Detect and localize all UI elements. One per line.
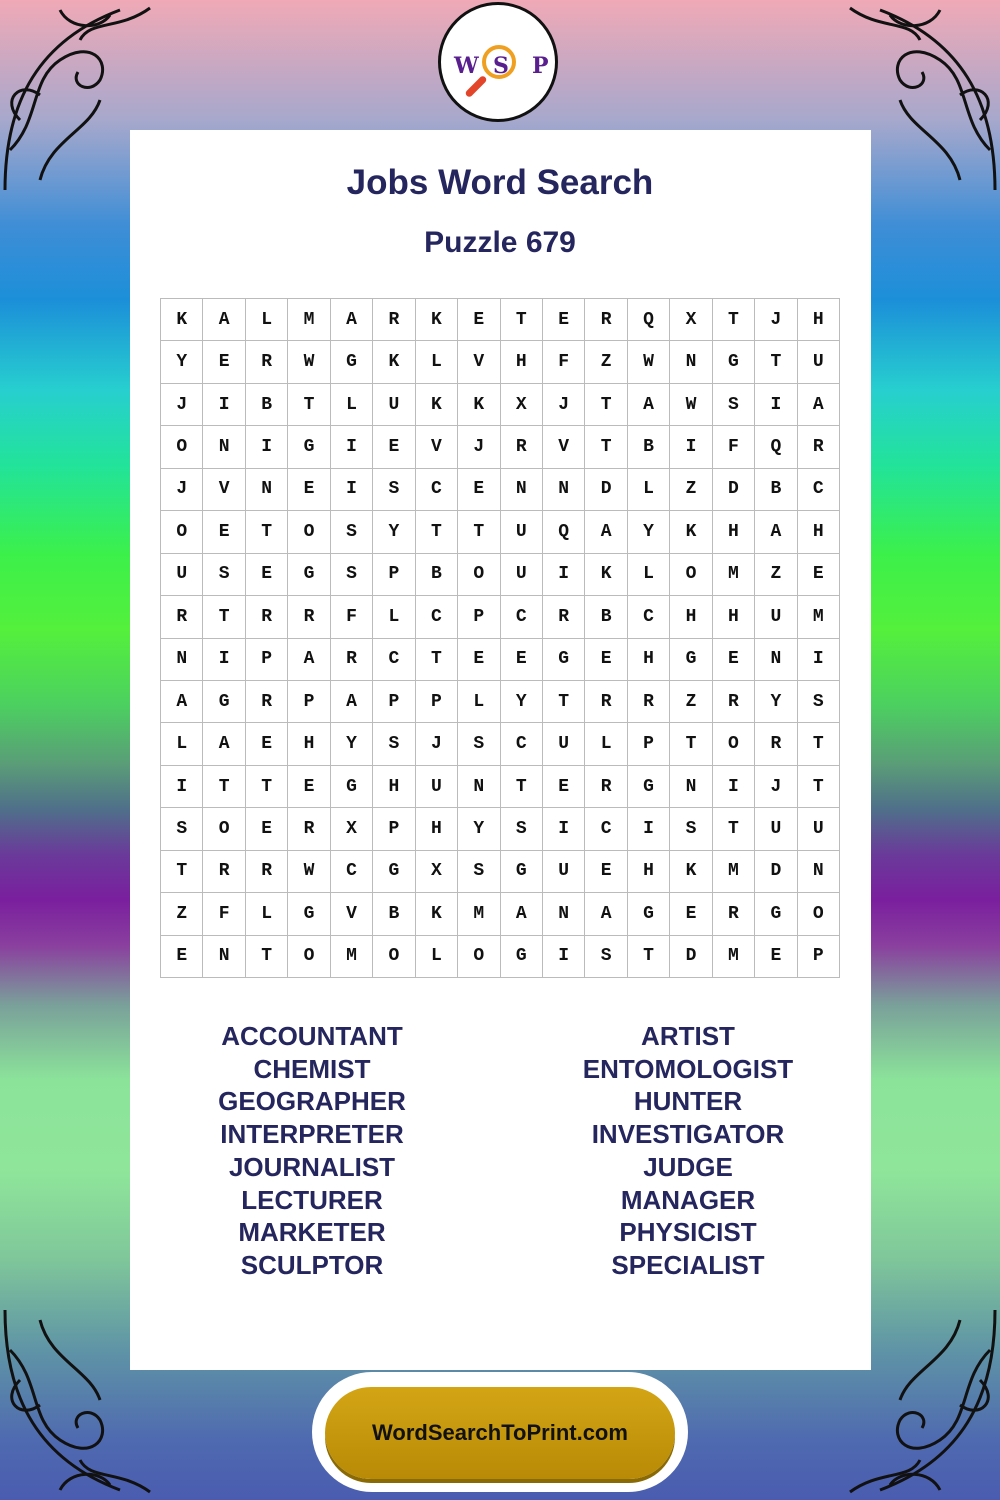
wsp-logo[interactable]	[438, 2, 558, 122]
grid-cell[interactable]: Y	[628, 511, 670, 553]
grid-cell[interactable]: O	[713, 723, 755, 765]
grid-cell[interactable]: E	[458, 639, 500, 681]
grid-cell[interactable]: R	[246, 341, 288, 383]
grid-cell[interactable]: K	[416, 384, 458, 426]
grid-cell[interactable]: E	[161, 936, 203, 978]
grid-cell[interactable]: U	[755, 808, 797, 850]
grid-cell[interactable]: S	[458, 851, 500, 893]
grid-cell[interactable]: H	[501, 341, 543, 383]
grid-cell[interactable]: W	[288, 341, 330, 383]
grid-cell[interactable]: T	[713, 299, 755, 341]
grid-cell[interactable]: M	[331, 936, 373, 978]
grid-cell[interactable]: N	[458, 766, 500, 808]
word-list-item: HUNTER	[633, 1086, 743, 1117]
grid-cell[interactable]: I	[755, 384, 797, 426]
grid-cell[interactable]: E	[203, 511, 245, 553]
word-list-item: ARTIST	[641, 1021, 735, 1051]
grid-cell[interactable]: L	[416, 936, 458, 978]
grid-cell[interactable]: N	[670, 766, 712, 808]
grid-cell[interactable]: L	[628, 554, 670, 596]
logo-letter-s: S	[493, 53, 509, 79]
grid-cell[interactable]: G	[288, 893, 330, 935]
grid-cell[interactable]: Z	[670, 681, 712, 723]
grid-cell[interactable]: R	[246, 851, 288, 893]
grid-cell[interactable]: U	[755, 596, 797, 638]
grid-cell[interactable]: P	[416, 681, 458, 723]
grid-cell[interactable]: H	[628, 851, 670, 893]
grid-cell[interactable]: E	[288, 766, 330, 808]
grid-cell[interactable]: U	[798, 808, 840, 850]
grid-cell[interactable]: A	[331, 299, 373, 341]
grid-cell[interactable]: J	[755, 766, 797, 808]
grid-cell[interactable]: E	[585, 851, 627, 893]
grid-cell[interactable]: T	[416, 511, 458, 553]
grid-cell[interactable]: J	[161, 469, 203, 511]
grid-cell[interactable]: H	[628, 639, 670, 681]
grid-cell[interactable]: S	[331, 511, 373, 553]
grid-cell[interactable]: T	[543, 681, 585, 723]
grid-cell[interactable]: S	[331, 554, 373, 596]
grid-cell[interactable]: E	[585, 639, 627, 681]
word-list-right	[538, 1020, 838, 1282]
grid-cell[interactable]: U	[161, 554, 203, 596]
grid-cell[interactable]: C	[628, 596, 670, 638]
grid-cell[interactable]: P	[373, 681, 415, 723]
grid-cell[interactable]: T	[416, 639, 458, 681]
letter-grid[interactable]	[160, 298, 840, 978]
grid-cell[interactable]: R	[203, 851, 245, 893]
grid-cell[interactable]: N	[755, 639, 797, 681]
grid-cell[interactable]: S	[670, 808, 712, 850]
grid-cell[interactable]: I	[203, 639, 245, 681]
grid-cell[interactable]: M	[713, 554, 755, 596]
grid-cell[interactable]: R	[331, 639, 373, 681]
grid-cell[interactable]: U	[501, 554, 543, 596]
grid-cell[interactable]: R	[628, 681, 670, 723]
grid-cell[interactable]: H	[798, 511, 840, 553]
grid-cell[interactable]: M	[798, 596, 840, 638]
grid-cell[interactable]: Q	[628, 299, 670, 341]
grid-cell[interactable]: I	[543, 554, 585, 596]
grid-cell[interactable]: H	[416, 808, 458, 850]
grid-cell[interactable]: R	[713, 893, 755, 935]
grid-cell[interactable]: L	[161, 723, 203, 765]
grid-cell[interactable]: I	[331, 469, 373, 511]
grid-cell[interactable]: R	[246, 596, 288, 638]
grid-cell[interactable]: E	[755, 936, 797, 978]
grid-cell[interactable]: Q	[543, 511, 585, 553]
grid-cell[interactable]: O	[161, 426, 203, 468]
grid-cell[interactable]: N	[543, 893, 585, 935]
grid-cell[interactable]: P	[373, 554, 415, 596]
grid-cell[interactable]: J	[416, 723, 458, 765]
word-list-item: MANAGER	[620, 1184, 756, 1215]
grid-cell[interactable]: Z	[161, 893, 203, 935]
grid-cell[interactable]: T	[458, 511, 500, 553]
grid-cell[interactable]: I	[161, 766, 203, 808]
grid-cell[interactable]: D	[670, 936, 712, 978]
grid-cell[interactable]: X	[501, 384, 543, 426]
grid-cell[interactable]: S	[798, 681, 840, 723]
grid-cell[interactable]: H	[798, 299, 840, 341]
grid-cell[interactable]: J	[755, 299, 797, 341]
grid-cell[interactable]: D	[713, 469, 755, 511]
grid-cell[interactable]: U	[798, 341, 840, 383]
grid-cell[interactable]: O	[288, 511, 330, 553]
grid-cell[interactable]: Y	[331, 723, 373, 765]
grid-cell[interactable]: T	[246, 511, 288, 553]
grid-cell[interactable]: R	[585, 681, 627, 723]
grid-cell[interactable]: G	[331, 341, 373, 383]
grid-cell[interactable]: A	[755, 511, 797, 553]
grid-cell[interactable]: B	[628, 426, 670, 468]
grid-cell[interactable]: K	[670, 851, 712, 893]
grid-cell[interactable]: K	[670, 511, 712, 553]
grid-cell[interactable]: T	[288, 384, 330, 426]
grid-cell[interactable]: E	[543, 299, 585, 341]
grid-cell[interactable]: R	[161, 596, 203, 638]
grid-cell[interactable]: E	[373, 426, 415, 468]
grid-cell[interactable]: A	[331, 681, 373, 723]
grid-cell[interactable]: G	[628, 893, 670, 935]
grid-cell[interactable]: A	[203, 723, 245, 765]
word-list-item: JUDGE	[643, 1151, 733, 1182]
grid-cell[interactable]: E	[713, 639, 755, 681]
grid-cell[interactable]: G	[501, 936, 543, 978]
puzzle-number: Puzzle 679	[424, 226, 576, 259]
grid-cell[interactable]: T	[628, 936, 670, 978]
grid-cell[interactable]: L	[458, 681, 500, 723]
grid-cell[interactable]: M	[713, 936, 755, 978]
grid-cell[interactable]: G	[670, 639, 712, 681]
grid-cell[interactable]: B	[585, 596, 627, 638]
grid-cell[interactable]: K	[585, 554, 627, 596]
word-list-item: JOURNALIST	[228, 1151, 396, 1182]
grid-cell[interactable]: E	[670, 893, 712, 935]
grid-cell[interactable]: T	[755, 341, 797, 383]
grid-cell[interactable]: K	[161, 299, 203, 341]
grid-cell[interactable]: A	[628, 384, 670, 426]
grid-cell[interactable]: I	[713, 766, 755, 808]
grid-cell[interactable]: T	[798, 766, 840, 808]
grid-cell[interactable]: E	[798, 554, 840, 596]
grid-cell[interactable]: R	[543, 596, 585, 638]
grid-cell[interactable]: I	[203, 384, 245, 426]
grid-cell[interactable]: P	[246, 639, 288, 681]
grid-cell[interactable]: B	[755, 469, 797, 511]
grid-cell[interactable]: C	[373, 639, 415, 681]
grid-cell[interactable]: B	[246, 384, 288, 426]
grid-cell[interactable]: N	[798, 851, 840, 893]
grid-cell[interactable]: V	[458, 341, 500, 383]
word-list-item: INTERPRETER	[220, 1119, 404, 1150]
grid-cell[interactable]: I	[670, 426, 712, 468]
grid-cell[interactable]: S	[501, 808, 543, 850]
grid-cell[interactable]: X	[670, 299, 712, 341]
website-link-button[interactable]: WordSearchToPrint.com	[325, 1387, 675, 1479]
grid-cell[interactable]: R	[288, 596, 330, 638]
grid-cell[interactable]: O	[373, 936, 415, 978]
grid-cell[interactable]: F	[203, 893, 245, 935]
grid-cell[interactable]: V	[331, 893, 373, 935]
grid-cell[interactable]: R	[373, 299, 415, 341]
grid-cell[interactable]: E	[458, 469, 500, 511]
grid-cell[interactable]: P	[798, 936, 840, 978]
grid-cell[interactable]: E	[203, 341, 245, 383]
grid-cell[interactable]: L	[246, 299, 288, 341]
grid-cell[interactable]: Z	[670, 469, 712, 511]
grid-cell[interactable]: N	[501, 469, 543, 511]
grid-cell[interactable]: S	[458, 723, 500, 765]
grid-cell[interactable]: G	[373, 851, 415, 893]
grid-cell[interactable]: T	[501, 766, 543, 808]
grid-cell[interactable]: S	[373, 469, 415, 511]
grid-cell[interactable]: C	[798, 469, 840, 511]
grid-cell[interactable]: A	[203, 299, 245, 341]
grid-cell[interactable]: C	[501, 596, 543, 638]
grid-cell[interactable]: B	[373, 893, 415, 935]
grid-cell[interactable]: E	[288, 469, 330, 511]
word-list-item: PHYSICIST	[619, 1217, 757, 1248]
grid-cell[interactable]: T	[246, 766, 288, 808]
grid-cell[interactable]: G	[543, 639, 585, 681]
grid-cell[interactable]: A	[288, 639, 330, 681]
grid-cell[interactable]: Z	[585, 341, 627, 383]
grid-cell[interactable]: E	[458, 299, 500, 341]
grid-cell[interactable]: O	[798, 893, 840, 935]
grid-cell[interactable]: F	[543, 341, 585, 383]
grid-cell[interactable]: S	[161, 808, 203, 850]
grid-cell[interactable]: X	[331, 808, 373, 850]
grid-cell[interactable]: T	[585, 384, 627, 426]
grid-cell[interactable]: G	[501, 851, 543, 893]
grid-cell[interactable]: X	[416, 851, 458, 893]
grid-cell[interactable]: T	[585, 426, 627, 468]
grid-cell[interactable]: P	[288, 681, 330, 723]
grid-cell[interactable]: O	[203, 808, 245, 850]
grid-cell[interactable]: T	[203, 766, 245, 808]
grid-cell[interactable]: F	[331, 596, 373, 638]
grid-cell[interactable]: E	[246, 554, 288, 596]
grid-cell[interactable]: P	[458, 596, 500, 638]
grid-cell[interactable]: T	[713, 808, 755, 850]
grid-cell[interactable]: S	[203, 554, 245, 596]
logo-letter-w: W	[454, 53, 479, 79]
grid-cell[interactable]: K	[458, 384, 500, 426]
grid-cell[interactable]: L	[585, 723, 627, 765]
word-list-item: GEOGRAPHER	[218, 1086, 406, 1117]
grid-cell[interactable]: W	[288, 851, 330, 893]
grid-cell[interactable]: R	[585, 766, 627, 808]
grid-cell[interactable]: O	[161, 511, 203, 553]
word-list-item: SPECIALIST	[611, 1249, 765, 1280]
grid-cell[interactable]: N	[203, 936, 245, 978]
grid-cell[interactable]: G	[331, 766, 373, 808]
grid-cell[interactable]: W	[628, 341, 670, 383]
grid-cell[interactable]: M	[288, 299, 330, 341]
grid-cell[interactable]: R	[585, 299, 627, 341]
grid-cell[interactable]: J	[543, 384, 585, 426]
grid-cell[interactable]: Y	[373, 511, 415, 553]
grid-cell[interactable]: W	[670, 384, 712, 426]
grid-cell[interactable]: A	[798, 384, 840, 426]
grid-cell[interactable]: V	[416, 426, 458, 468]
grid-cell[interactable]: T	[246, 936, 288, 978]
grid-cell[interactable]: T	[798, 723, 840, 765]
grid-cell[interactable]: U	[416, 766, 458, 808]
grid-cell[interactable]: G	[288, 554, 330, 596]
grid-cell[interactable]: Y	[458, 808, 500, 850]
grid-cell[interactable]: H	[713, 511, 755, 553]
grid-cell[interactable]: O	[458, 554, 500, 596]
grid-cell[interactable]: O	[288, 936, 330, 978]
grid-cell[interactable]: L	[246, 893, 288, 935]
word-list-item: ENTOMOLOGIST	[582, 1053, 794, 1084]
grid-cell[interactable]: C	[416, 469, 458, 511]
grid-cell[interactable]: I	[246, 426, 288, 468]
grid-cell[interactable]: R	[246, 681, 288, 723]
grid-cell[interactable]: L	[628, 469, 670, 511]
grid-cell[interactable]: H	[670, 596, 712, 638]
grid-cell[interactable]: Z	[755, 554, 797, 596]
word-list-item: SCULPTOR	[240, 1249, 384, 1280]
grid-cell[interactable]: C	[331, 851, 373, 893]
grid-cell[interactable]: T	[501, 299, 543, 341]
grid-cell[interactable]: R	[798, 426, 840, 468]
grid-cell[interactable]: P	[373, 808, 415, 850]
word-list-left	[162, 1020, 462, 1282]
grid-cell[interactable]: H	[288, 723, 330, 765]
grid-cell[interactable]: K	[373, 341, 415, 383]
grid-cell[interactable]: H	[373, 766, 415, 808]
logo-letter-p: P	[532, 53, 549, 79]
grid-cell[interactable]: B	[416, 554, 458, 596]
grid-cell[interactable]: G	[713, 341, 755, 383]
grid-cell[interactable]: S	[373, 723, 415, 765]
grid-cell[interactable]: S	[713, 384, 755, 426]
word-list-item: INVESTIGATOR	[591, 1119, 785, 1150]
grid-cell[interactable]: C	[416, 596, 458, 638]
grid-cell[interactable]: K	[416, 299, 458, 341]
grid-cell[interactable]: M	[713, 851, 755, 893]
grid-cell[interactable]: C	[501, 723, 543, 765]
grid-cell[interactable]: J	[458, 426, 500, 468]
grid-cell[interactable]: Y	[161, 341, 203, 383]
grid-cell[interactable]: H	[713, 596, 755, 638]
grid-cell[interactable]: S	[585, 936, 627, 978]
grid-cell[interactable]: R	[713, 681, 755, 723]
grid-cell[interactable]: L	[416, 341, 458, 383]
word-list-item: LECTURER	[241, 1184, 383, 1215]
grid-cell[interactable]: I	[543, 808, 585, 850]
grid-cell[interactable]: Y	[501, 681, 543, 723]
grid-cell[interactable]: I	[331, 426, 373, 468]
grid-cell[interactable]: F	[713, 426, 755, 468]
grid-cell[interactable]: I	[543, 936, 585, 978]
grid-cell[interactable]: T	[203, 596, 245, 638]
grid-cell[interactable]: I	[628, 808, 670, 850]
grid-cell[interactable]: N	[203, 426, 245, 468]
grid-cell[interactable]: A	[161, 681, 203, 723]
grid-cell[interactable]: T	[670, 723, 712, 765]
grid-cell[interactable]: A	[501, 893, 543, 935]
grid-cell[interactable]: E	[246, 808, 288, 850]
word-list-item: ACCOUNTANT	[221, 1021, 403, 1051]
grid-cell[interactable]: R	[288, 808, 330, 850]
grid-cell[interactable]: U	[501, 511, 543, 553]
grid-cell[interactable]: L	[331, 384, 373, 426]
grid-cell[interactable]: E	[246, 723, 288, 765]
grid-cell[interactable]: G	[755, 893, 797, 935]
grid-cell[interactable]: R	[755, 723, 797, 765]
grid-cell[interactable]: D	[755, 851, 797, 893]
grid-cell[interactable]: M	[458, 893, 500, 935]
grid-cell[interactable]: V	[543, 426, 585, 468]
page-title: Jobs Word Search	[346, 163, 654, 202]
grid-cell[interactable]: E	[501, 639, 543, 681]
grid-cell[interactable]: G	[288, 426, 330, 468]
word-list-item: MARKETER	[238, 1217, 386, 1248]
grid-cell[interactable]: C	[585, 808, 627, 850]
grid-cell[interactable]: T	[161, 851, 203, 893]
grid-cell[interactable]: K	[416, 893, 458, 935]
grid-cell[interactable]: D	[585, 469, 627, 511]
grid-cell[interactable]: E	[543, 766, 585, 808]
grid-cell[interactable]: A	[585, 893, 627, 935]
grid-cell[interactable]: P	[628, 723, 670, 765]
grid-cell[interactable]: O	[670, 554, 712, 596]
grid-cell[interactable]: Q	[755, 426, 797, 468]
grid-cell[interactable]: N	[161, 639, 203, 681]
grid-cell[interactable]: A	[585, 511, 627, 553]
grid-cell[interactable]: V	[203, 469, 245, 511]
grid-cell[interactable]: Y	[755, 681, 797, 723]
grid-cell[interactable]: G	[203, 681, 245, 723]
grid-cell[interactable]: U	[373, 384, 415, 426]
grid-cell[interactable]: N	[246, 469, 288, 511]
grid-cell[interactable]: G	[628, 766, 670, 808]
grid-cell[interactable]: U	[543, 851, 585, 893]
grid-cell[interactable]: R	[501, 426, 543, 468]
grid-cell[interactable]: I	[798, 639, 840, 681]
grid-cell[interactable]: O	[458, 936, 500, 978]
word-list-item: CHEMIST	[253, 1053, 371, 1084]
grid-cell[interactable]: J	[161, 384, 203, 426]
grid-cell[interactable]: L	[373, 596, 415, 638]
grid-cell[interactable]: N	[670, 341, 712, 383]
grid-cell[interactable]: N	[543, 469, 585, 511]
grid-cell[interactable]: U	[543, 723, 585, 765]
